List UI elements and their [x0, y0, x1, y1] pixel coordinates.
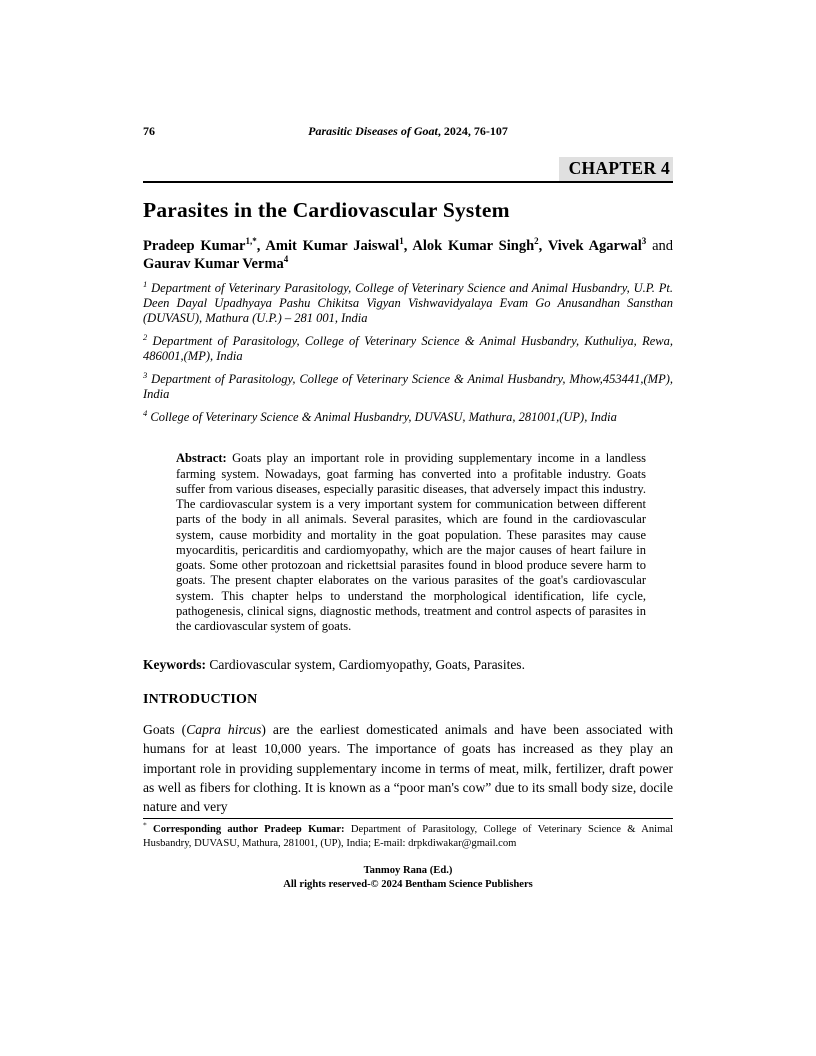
author-affil-sup: 1,* [245, 236, 257, 247]
affiliation-sup: 4 [143, 408, 148, 419]
keywords-label: Keywords: [143, 657, 206, 673]
author-separator: and [646, 238, 674, 254]
footnote [143, 818, 673, 891]
chapter-banner-label: CHAPTER 4 [559, 157, 673, 181]
author-name: Amit Kumar Jaiswal$^1$ [265, 236, 404, 254]
author-name: Alok Kumar Singh$^2$ [412, 236, 539, 254]
author-name: Vivek Agarwal$^3$ [547, 236, 647, 254]
author-affil-sup: 4 [283, 254, 289, 265]
corresponding-author-note [143, 820, 673, 851]
colophon [143, 864, 673, 892]
page-title: Parasites in the Cardiovascular System [143, 198, 510, 222]
section-heading-introduction: INTRODUCTION [143, 692, 258, 708]
intro-paragraph: Goats (Capra hircus) are the earliest domesticated animals and have been associated with humans for at least 10,000 years. The importance of goats has increased as they play an important role in providing supplementary income in terms of meat, milk, fertilizer, draft power as well as fibers for clothing. It is known as a “poor man's cow” due to its small body size, docile nature and very [143, 722, 673, 814]
editor-line: Tanmoy Rana (Ed.) [363, 864, 453, 876]
abstract [176, 451, 646, 634]
footnote-text: Department of Parasitology, College of Veterinary Science & Animal Husbandry, DUVASU, Mathura, 281001, (UP), India; E-mail: drpkdiwakar@gmail.com [143, 824, 673, 849]
authors-line [143, 237, 673, 273]
keywords-text: Cardiovascular system, Cardiomyopathy, Goats, Parasites. [206, 657, 525, 673]
running-title-pages: , 2024, 76-107 [437, 124, 508, 138]
author-name: Pradeep Kumar$^{1,*}$ [143, 236, 257, 254]
author-separator: , [256, 238, 266, 254]
abstract-text: Goats play an important role in providing supplementary income in a landless farming system. Nowadays, goat farming has converted into a profitable industry. Goats suffer from various diseases, especially parasitic diseases, that adversely impact this industry. The cardiovascular system is a very important system for communication between different parts of the body in all animals. Several parasites, which are found in the cardiovascular system, cause morbidity and mortality in the goat population. These parasites may cause myocarditis, pericarditis and cardiomyopathy, which are the major causes of heart failure in goats. Some other protozoan and rickettsial parasites found in blood produce severe harm to goats. The present chapter elaborates on the various parasites of the goat's cardiovascular system. This chapter helps to understand the morphological identification, life cycle, pathogenesis, clinical signs, diagnostic methods, treatment and control aspects of parasites in the cardiovascular system of goats. [176, 451, 646, 633]
rights-line: All rights reserved-© 2024 Bentham Science Publishers [283, 878, 533, 890]
affiliation-sup: 1 [143, 279, 148, 290]
page-number: 76 [143, 124, 155, 138]
chapter-banner [143, 157, 673, 183]
affiliation-3: $^3$ Department of Parasitology, College of Veterinary Science & Animal Husbandry, Mhow,453441,(MP), India [143, 370, 673, 402]
author-affil-sup: 3 [641, 236, 647, 247]
author-separator: , [403, 238, 413, 254]
author-affil-sup: 1 [399, 236, 404, 247]
abstract-label: Abstract: [176, 451, 227, 466]
author-affil-sup: 2 [534, 236, 539, 247]
running-title [143, 124, 673, 139]
author-name: Gaurav Kumar Verma$^4$ [143, 254, 289, 273]
affiliation-sup: 2 [143, 332, 148, 343]
keywords-line [143, 657, 673, 673]
running-title-book: Parasitic Diseases of Goat [308, 124, 438, 138]
species-name: Capra hircus [186, 722, 262, 738]
running-head [143, 124, 673, 140]
affiliation-4: $^4$ College of Veterinary Science & Animal Husbandry, DUVASU, Mathura, 281001,(UP), India [143, 408, 617, 425]
affiliation-sup: 3 [143, 370, 148, 381]
affiliation-1: $^1$ Department of Veterinary Parasitology, College of Veterinary Science and Animal Husbandry, U.P. Pt. Deen Dayal Upadhyaya Pashu Chikitsa Vigyan Vishwavidyalaya Evam Go Anusandhan Sansthan (DUVASU), Mathura (U.P.) – 281 001, India [143, 279, 673, 326]
affiliation-2: $^2$ Department of Parasitology, College of Veterinary Science & Animal Husbandry, Kuthuliya, Rewa, 486001,(MP), India [143, 332, 673, 364]
author-separator: , [538, 238, 548, 254]
footnote-sup: * [143, 820, 147, 830]
footnote-bold-label: Corresponding author Pradeep Kumar: [146, 824, 345, 835]
